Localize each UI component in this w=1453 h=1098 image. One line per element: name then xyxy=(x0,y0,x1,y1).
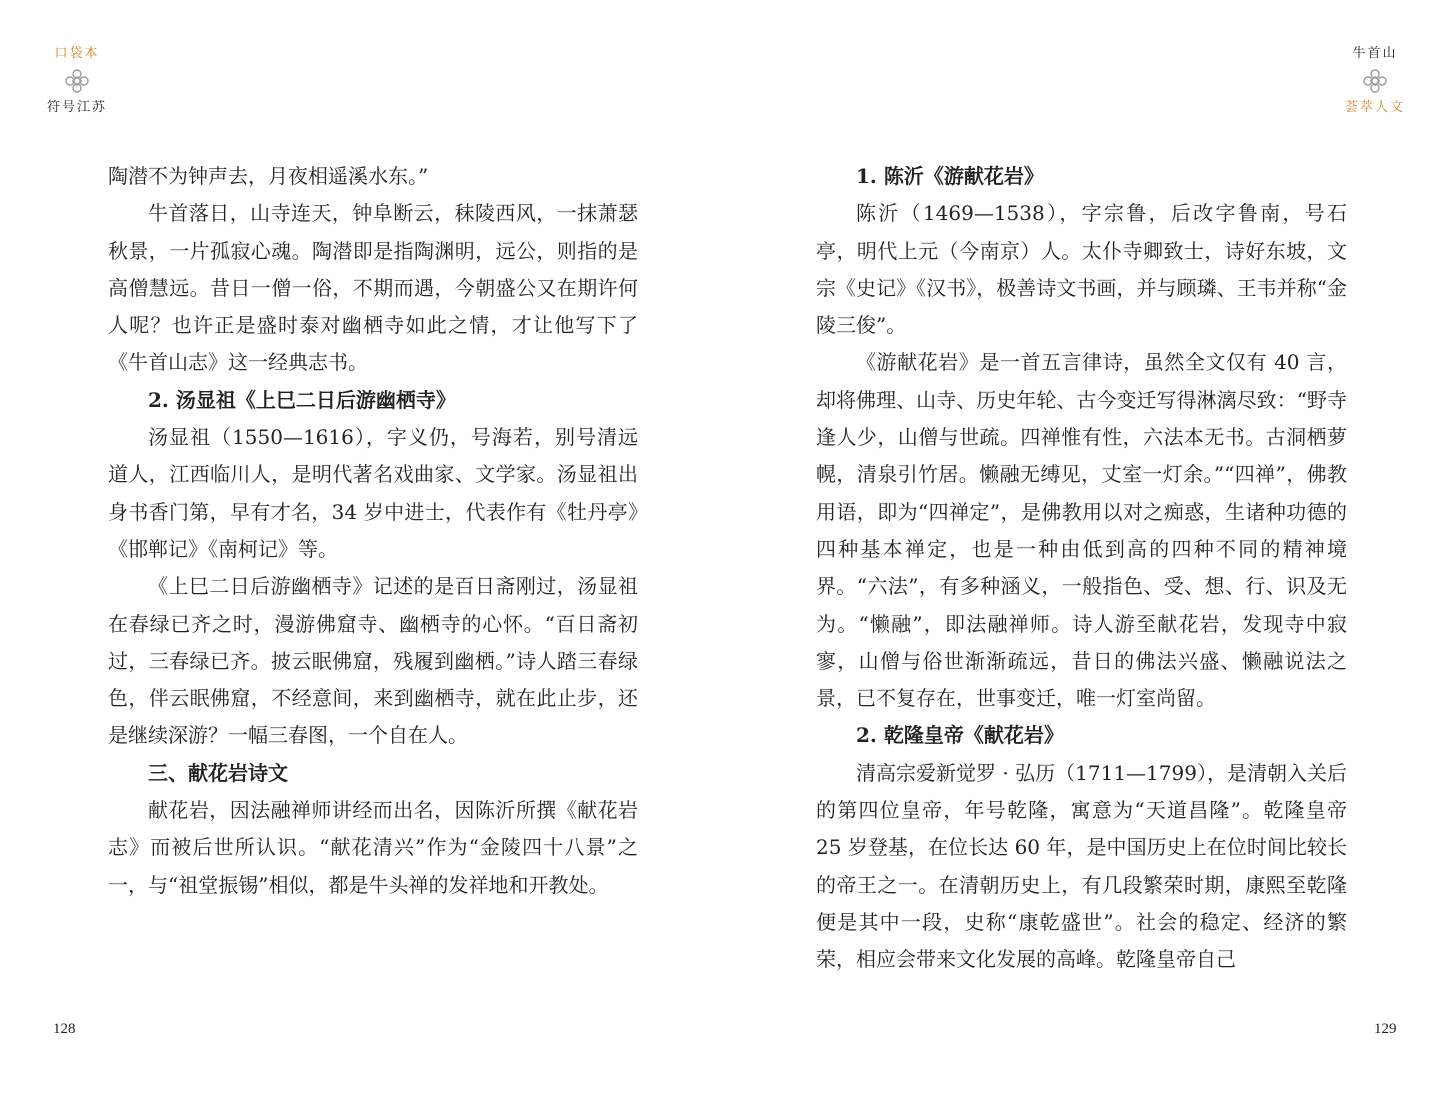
knot-ornament-icon xyxy=(64,68,90,94)
paragraph: 陈沂（1469—1538），字宗鲁，后改字鲁南，号石亭，明代上元（今南京）人。太仆寺卿致士，诗好东坡，文宗《史记》《汉书》，极善诗文书画，并与顾璘、王韦并称“金陵三俊”。 xyxy=(816,201,1347,338)
section-subheading: 2. 汤显祖《上巳二日后游幽栖寺》 xyxy=(148,387,456,412)
right-page xyxy=(726,0,1453,1098)
left-body-text xyxy=(108,158,638,904)
section-subheading: 2. 乾隆皇帝《献花岩》 xyxy=(856,723,1064,748)
page-number: 129 xyxy=(1374,1021,1397,1037)
paragraph: 《上巳二日后游幽栖寺》记述的是百日斋刚过，汤显祖在春绿已齐之时，漫游佛窟寺、幽栖寺的心怀。“百日斋初过，三春绿已齐。披云眠佛窟，残履到幽栖。”诗人踏三春绿色，伴云眠佛窟，不经意间，来到幽栖寺，就在此止步，还是继续深游？一幅三春图，一个自在人。 xyxy=(108,574,638,748)
section-subheading: 1. 陈沂《游献花岩》 xyxy=(856,164,1044,188)
page-number: 128 xyxy=(53,1021,76,1037)
left-header-subtitle: 符号江苏 xyxy=(46,100,107,115)
left-running-header xyxy=(32,46,122,116)
paragraph: 陶潜不为钟声去，月夜相遥溪水东。” xyxy=(108,164,429,188)
knot-ornament-icon xyxy=(1362,68,1388,94)
paragraph: 献花岩，因法融禅师讲经而出名，因陈沂所撰《献花岩志》而被后世所认识。“献花清兴”作为“金陵四十八景”之一，与“祖堂振锡”相似，都是牛头禅的发祥地和开教处。 xyxy=(108,798,638,897)
right-header-chapter: 荟萃人文 xyxy=(1344,100,1405,115)
left-header-series: 口袋本 xyxy=(54,46,100,61)
right-body-text xyxy=(816,158,1347,979)
left-page xyxy=(0,0,726,1098)
paragraph: 《游献花岩》是一首五言律诗，虽然全文仅有 40 言，却将佛理、山寺、历史年轮、古今变迁写得淋漓尽致：“野寺逢人少，山僧与世疏。四禅惟有性，六法本无书。古洞栖萝幌，清泉引竹居。懒融无缚见，丈室一灯余。”“四禅”，佛教用语，即为“四禅定”，是佛教用以对之痴惑，生诸种功德的四种基本禅定，也是一种由低到高的四种不同的精神境界。“六法”，有多种涵义，一般指色、受、想、行、识及无为。“懒融”，即法融禅师。诗人游至献花岩，发现寺中寂寥，山僧与俗世渐渐疏远，昔日的佛法兴盛、懒融说法之景，已不复存在，世事变迁，唯一灯室尚留。 xyxy=(816,350,1347,711)
section-heading: 三、献花岩诗文 xyxy=(148,760,288,785)
right-running-header xyxy=(1330,46,1420,116)
paragraph: 清高宗爱新觉罗 · 弘历（1711—1799），是清朝入关后的第四位皇帝，年号乾隆，寓意为“天道昌隆”。乾隆皇帝 25 岁登基，在位长达 60 年，是中国历史上在位时间比较长的帝王之一。在清朝历史上，有几段繁荣时期，康熙至乾隆便是其中一段，史称“康乾盛世”。社会的稳定、经济的繁荣，相应会带来文化发展的高峰。乾隆皇帝自己 xyxy=(816,760,1347,972)
paragraph: 汤显祖（1550—1616），字义仍，号海若，别号清远道人，江西临川人，是明代著名戏曲家、文学家。汤显祖出身书香门第，早有才名，34 岁中进士，代表作有《牡丹亭》《邯郸记》《南柯记》等。 xyxy=(108,425,638,561)
right-header-title: 牛首山 xyxy=(1352,46,1398,61)
paragraph: 牛首落日，山寺连天，钟阜断云，秣陵西风，一抹萧瑟秋景，一片孤寂心魂。陶潜即是指陶渊明，远公，则指的是高僧慧远。昔日一僧一俗，不期而遇，今朝盛公又在期许何人呢？也许正是盛时泰对幽栖寺如此之情，才让他写下了《牛首山志》这一经典志书。 xyxy=(108,201,638,375)
